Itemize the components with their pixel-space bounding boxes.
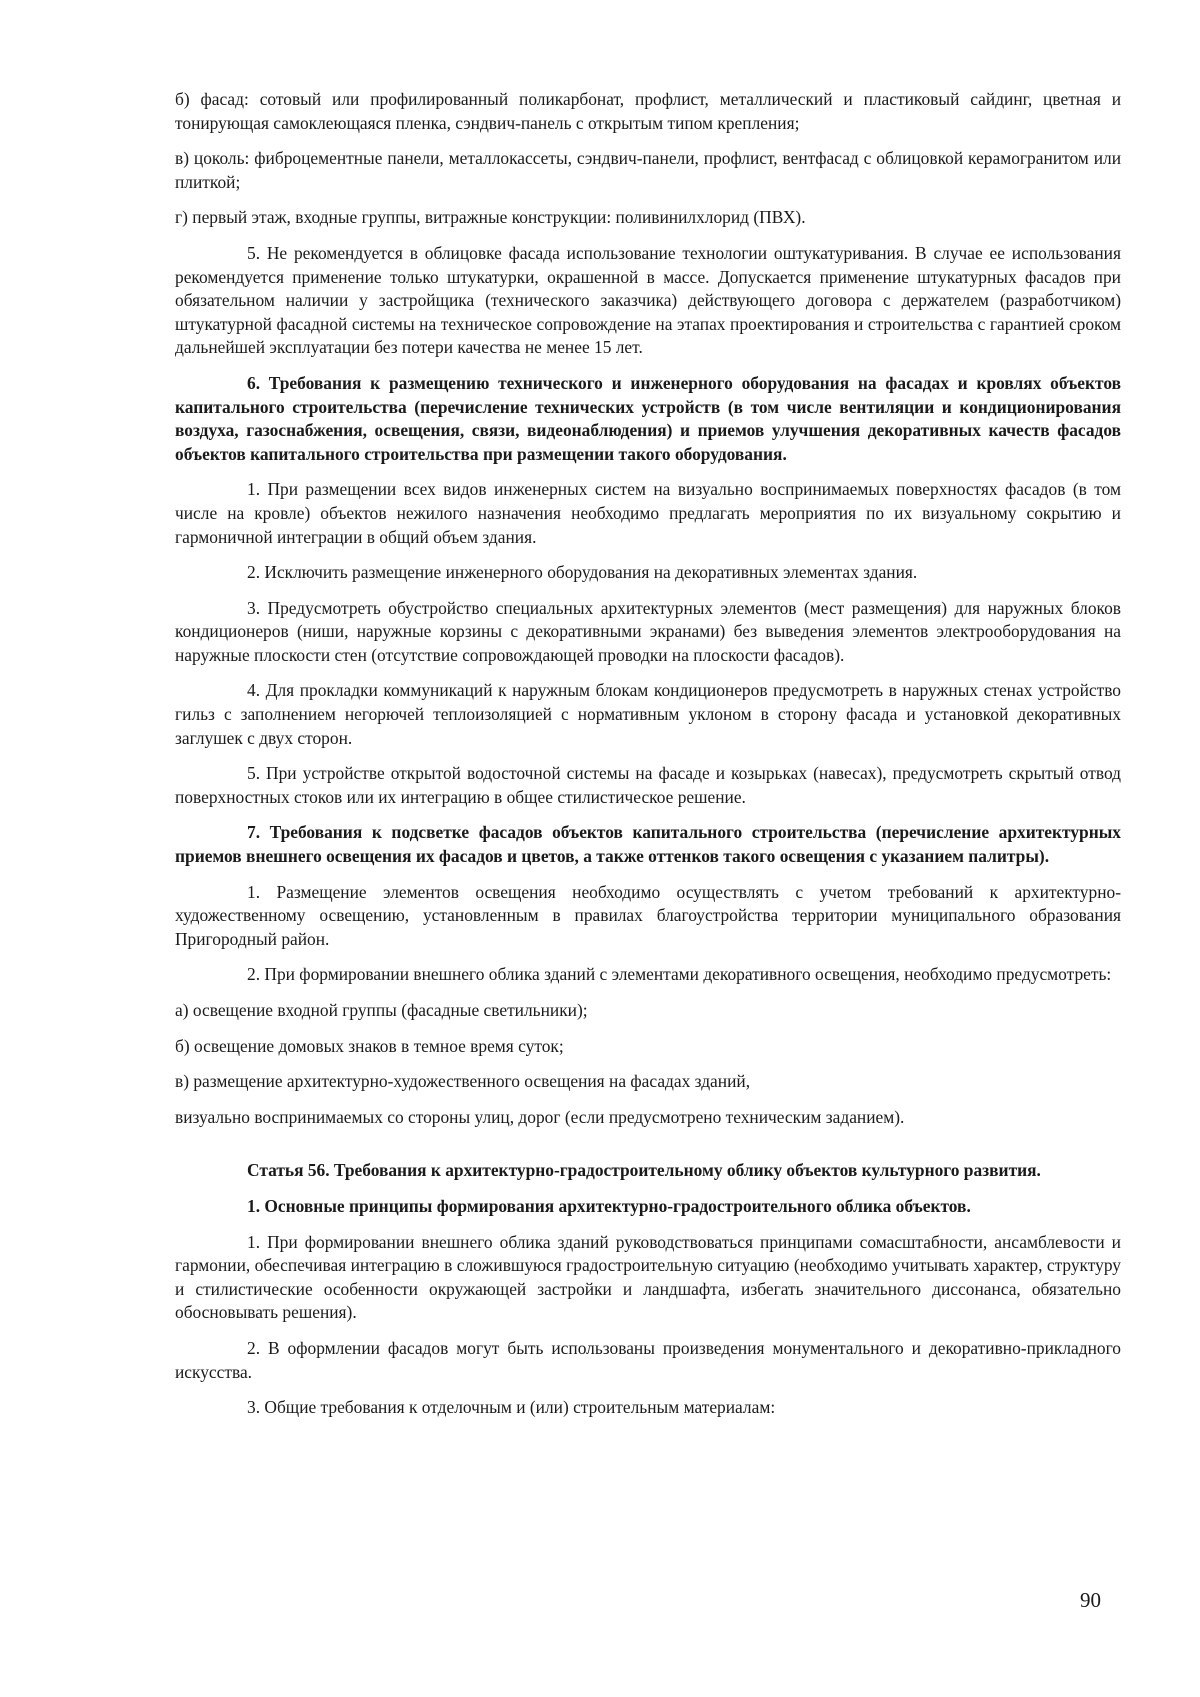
article-heading-56: Статья 56. Требования к архитектурно-градостроительному облику объектов культурного развития. bbox=[247, 1160, 1041, 1181]
paragraph-7-2: 2. При формировании внешнего облика зданий с элементами декоративного освещения, необходимо предусмотреть: bbox=[247, 964, 1112, 985]
paragraph-plinth-materials: в) цоколь: фиброцементные панели, металлокассеты, сэндвич-панели, профлист, вентфасад с облицовкой керамогранитом или плиткой; bbox=[175, 148, 1121, 192]
paragraph-6-4: 4. Для прокладки коммуникаций к наружным блокам кондиционеров предусмотреть в наружных стенах устройство гильз с заполнением негорючей теплоизоляцией с нормативным уклоном в сторону фасада и установкой декоративных заглушек с двух сторон. bbox=[175, 680, 1121, 748]
paragraph-56-1: 1. При формировании внешнего облика зданий руководствоваться принципами сомасштабности, ансамблевости и гармонии, обеспечивая интеграцию в сложившуюся градостроительную ситуацию (необходимо учитывать характер, структуру и стилистические особенности окружающей застройки и ландшафта, избегать значительного диссонанса, обязательно обосновывать решения). bbox=[175, 1231, 1121, 1323]
paragraph-56-3: 3. Общие требования к отделочным и (или) строительным материалам: bbox=[247, 1397, 776, 1418]
section-heading-7: 7. Требования к подсветке фасадов объектов капитального строительства (перечисление архитектурных приемов внешнего освещения их фасадов и цветов, а также оттенков такого освещения с указанием палитры). bbox=[175, 822, 1121, 867]
list-item-v: в) размещение архитектурно-художественного освещения на фасадах зданий, bbox=[175, 1071, 751, 1092]
paragraph-6-5: 5. При устройстве открытой водосточной системы на фасаде и козырьках (навесах), предусмотреть скрытый отвод поверхностных стоков или их интеграцию в общее стилистическое решение. bbox=[175, 763, 1121, 807]
paragraph-6-3: 3. Предусмотреть обустройство специальных архитектурных элементов (мест размещения) для наружных блоков кондиционеров (ниши, наружные корзины с декоративными экранами) без выведения элементов электрооборудования на наружные плоскости стен (отсутствие сопровождающей проводки на плоскости фасадов). bbox=[175, 597, 1121, 665]
paragraph-56-2: 2. В оформлении фасадов могут быть использованы произведения монументального и декоративно-прикладного искусства. bbox=[175, 1337, 1121, 1382]
page-number: 90 bbox=[1080, 1588, 1101, 1612]
paragraph-7-1: 1. Размещение элементов освещения необходимо осуществлять с учетом требований к архитектурно-художественному освещению, установленным в правилах благоустройства территории муниципального образования Пригородный район. bbox=[175, 881, 1121, 949]
document-page bbox=[175, 88, 1121, 1432]
list-item-b: б) освещение домовых знаков в темное время суток; bbox=[175, 1035, 564, 1056]
section-heading-6: 6. Требования к размещению технического и инженерного оборудования на фасадах и кровлях объектов капитального строительства (перечисление технических устройств (в том числе вентиляции и кондиционирования воздуха, газоснабжения, освещения, связи, видеонаблюдения) и приемов улучшения декоративных качеств фасадов объектов капитального строительства при размещении такого оборудования. bbox=[175, 372, 1121, 464]
paragraph-facade-materials: б) фасад: сотовый или профилированный поликарбонат, профлист, металлический и пластиковый сайдинг, цветная и тонирующая самоклеющаяся пленка, сэндвич-панель с открытым типом крепления; bbox=[175, 89, 1121, 133]
paragraph-continuation: визуально воспринимаемых со стороны улиц, дорог (если предусмотрено техническим заданием). bbox=[175, 1106, 905, 1127]
paragraph-plastering: 5. Не рекомендуется в облицовке фасада использование технологии оштукатуривания. В случае ее использования рекомендуется применение только штукатурки, окрашенной в массе. Допускается применение штукатурных фасадов при обязательном наличии у застройщика (технического заказчика) действующего договора с держателем (разработчиком) штукатурной фасадной системы на техническое сопровождение на этапах проектирования и строительства с гарантией сроком дальнейшей эксплуатации без потери качества не менее 15 лет. bbox=[175, 242, 1121, 358]
list-item-a: а) освещение входной группы (фасадные светильники); bbox=[175, 1000, 588, 1020]
paragraph-ground-floor-materials: г) первый этаж, входные группы, витражные конструкции: поливинилхлорид (ПВХ). bbox=[175, 207, 806, 228]
subsection-heading-1: 1. Основные принципы формирования архитектурно-градостроительного облика объектов. bbox=[247, 1195, 971, 1216]
paragraph-6-2: 2. Исключить размещение инженерного оборудования на декоративных элементах здания. bbox=[247, 562, 918, 583]
paragraph-6-1: 1. При размещении всех видов инженерных систем на визуально воспринимаемых поверхностях фасадов (в том числе на кровле) объектов нежилого назначения необходимо предлагать мероприятия по их визуальному сокрытию и гармоничной интеграции в общий объем здания. bbox=[175, 479, 1121, 547]
